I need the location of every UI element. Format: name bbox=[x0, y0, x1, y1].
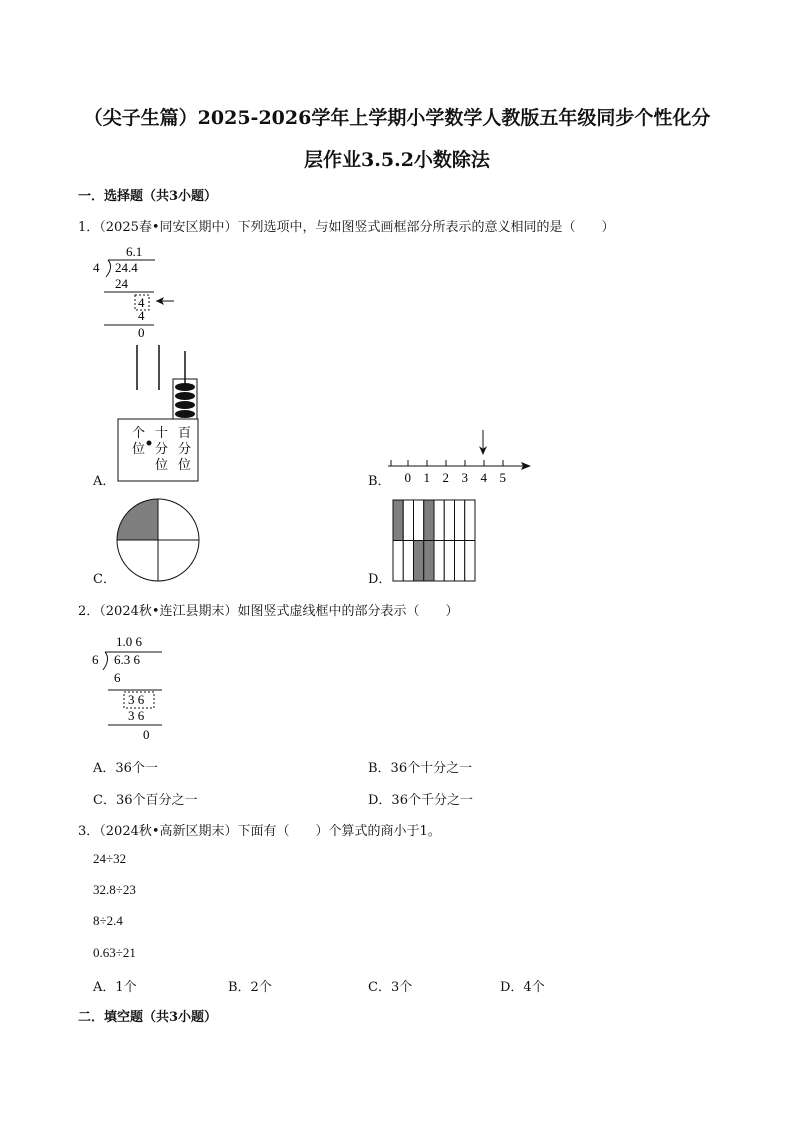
q1-step2: 4 bbox=[138, 308, 145, 323]
q1-divisor: 4 bbox=[93, 260, 100, 275]
q2-remainder: 0 bbox=[143, 727, 150, 742]
q1-dividend: 24.4 bbox=[115, 260, 138, 275]
abacus-decimal-point bbox=[147, 441, 152, 446]
abacus-hundredths-char3: 位 bbox=[178, 457, 192, 472]
q1-option-b-number-line[interactable] bbox=[388, 428, 538, 488]
q3-option-b[interactable]: B．2个 bbox=[228, 980, 272, 995]
number-line-label: 3 bbox=[461, 470, 468, 485]
section-heading-choice: 一．选择题（共3小题） bbox=[78, 189, 218, 204]
q1-remainder: 0 bbox=[138, 325, 145, 340]
q2-boxed-digits: 3 6 bbox=[128, 692, 145, 707]
number-line-label: 5 bbox=[499, 470, 506, 485]
abacus-tenths-char3: 位 bbox=[155, 457, 169, 472]
grid-cell bbox=[424, 541, 434, 582]
q1-option-a-label[interactable]: A． bbox=[93, 474, 116, 489]
grid-cell bbox=[393, 500, 403, 541]
grid-cell bbox=[414, 500, 424, 541]
q2-divisor: 6 bbox=[92, 652, 99, 667]
q2-option-d[interactable]: D．36个千分之一 bbox=[368, 793, 473, 808]
page-title-line1: （尖子生篇）2025-2026学年上学期小学数学人教版五年级同步个性化分 bbox=[83, 107, 711, 129]
number-line-label: 1 bbox=[423, 470, 430, 485]
q1-option-c-label[interactable]: C． bbox=[93, 572, 116, 587]
q1-step1: 24 bbox=[115, 276, 128, 291]
q1-quotient: 6.1 bbox=[126, 244, 143, 259]
q3-expression-1: 24÷32 bbox=[93, 851, 127, 866]
grid-cell bbox=[444, 500, 454, 541]
question-2-stem: 2．（2024秋•连江县期末）如图竖式虚线框中的部分表示（ ） bbox=[78, 604, 459, 619]
q2-quotient: 1.0 6 bbox=[116, 634, 142, 649]
q1-option-d-label[interactable]: D． bbox=[368, 572, 392, 587]
question-3-stem: 3．（2024秋•高新区期末）下面有（ ）个算式的商小于1。 bbox=[78, 824, 441, 839]
number-line-label: 4 bbox=[480, 470, 487, 485]
grid-cell bbox=[434, 500, 444, 541]
q3-expression-3: 8÷2.4 bbox=[93, 913, 123, 928]
grid-cell bbox=[393, 541, 403, 582]
grid-cell bbox=[465, 500, 475, 541]
q1-boxed-digit: 4 bbox=[138, 295, 145, 310]
q1-option-d-grid[interactable] bbox=[392, 499, 476, 582]
page-title-line2: 层作业3.5.2小数除法 bbox=[304, 149, 490, 171]
number-line-label: 2 bbox=[442, 470, 449, 485]
q2-option-a[interactable]: A．36个一 bbox=[93, 761, 158, 776]
circle-shaded-quarter bbox=[117, 499, 158, 540]
q1-option-c-circle[interactable] bbox=[116, 498, 202, 584]
q2-step2: 3 6 bbox=[128, 708, 145, 723]
q2-long-division bbox=[88, 628, 178, 746]
q2-option-b[interactable]: B．36个十分之一 bbox=[368, 761, 473, 776]
q1-long-division bbox=[88, 240, 198, 342]
number-line-ticks bbox=[391, 460, 506, 485]
q1-option-b-label[interactable]: B． bbox=[368, 474, 391, 489]
q2-step1: 6 bbox=[114, 670, 121, 685]
grid-cell bbox=[455, 500, 465, 541]
grid-cell bbox=[465, 541, 475, 582]
q2-dividend: 6.3 6 bbox=[114, 652, 140, 667]
abacus-tenths-char2: 分 bbox=[155, 441, 169, 456]
question-1-stem: 1．（2025春•同安区期中）下列选项中，与如图竖式画框部分所表示的意义相同的是（ ） bbox=[78, 220, 615, 235]
grid-cell bbox=[455, 541, 465, 582]
q1-option-a-abacus[interactable] bbox=[112, 345, 202, 485]
abacus-ones-char2: 位 bbox=[132, 441, 146, 456]
q3-option-a[interactable]: A．1个 bbox=[93, 980, 137, 995]
grid-cell bbox=[403, 541, 413, 582]
grid-cell bbox=[444, 541, 454, 582]
q3-expression-2: 32.8÷23 bbox=[93, 882, 136, 897]
q3-expression-4: 0.63÷21 bbox=[93, 945, 136, 960]
abacus-hundredths-char2: 分 bbox=[178, 441, 192, 456]
grid-cell bbox=[424, 500, 434, 541]
number-line-label: 0 bbox=[404, 470, 411, 485]
q2-option-c[interactable]: C．36个百分之一 bbox=[93, 793, 198, 808]
grid-cell bbox=[434, 541, 444, 582]
q3-option-c[interactable]: C．3个 bbox=[368, 980, 413, 995]
grid-cell bbox=[403, 500, 413, 541]
abacus-hundredths-char1: 百 bbox=[178, 425, 192, 440]
abacus-tenths-char1: 十 bbox=[155, 425, 169, 440]
abacus-beads bbox=[175, 383, 195, 418]
q3-option-d[interactable]: D．4个 bbox=[500, 980, 545, 995]
grid-cell bbox=[414, 541, 424, 582]
abacus-ones-char1: 个 bbox=[132, 425, 146, 440]
section-heading-fill: 二．填空题（共3小题） bbox=[78, 1010, 218, 1025]
